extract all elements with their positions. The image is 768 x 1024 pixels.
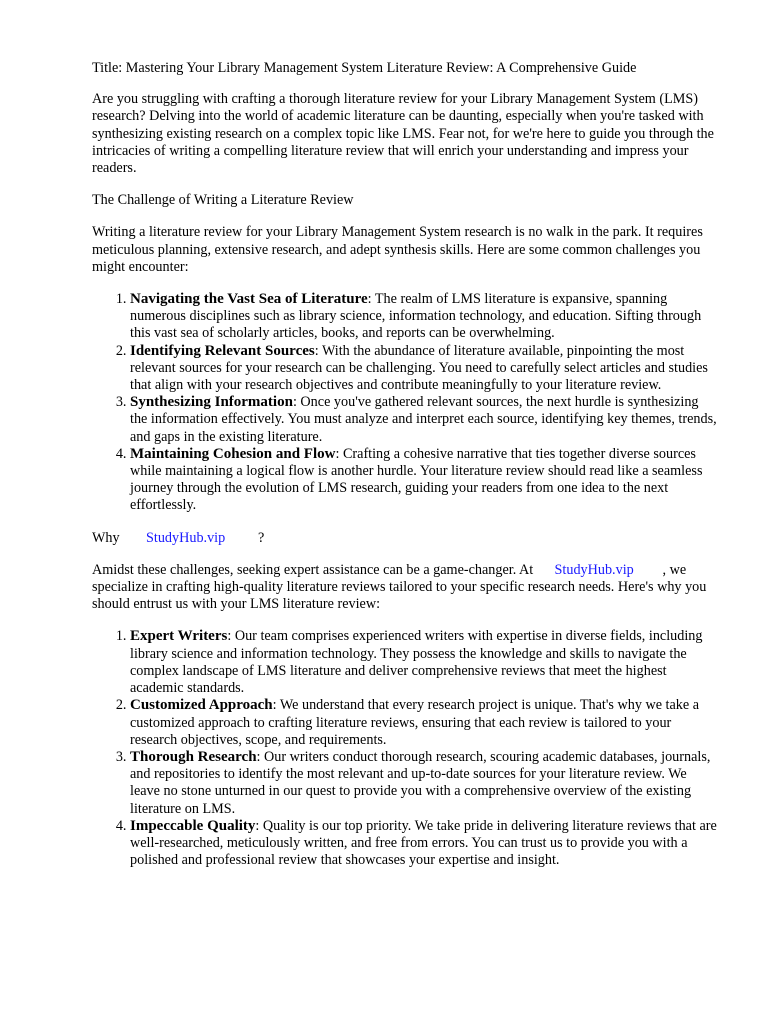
challenges-list bbox=[92, 291, 718, 515]
document-title: Title: Mastering Your Library Management System Literature Review: A Comprehensive Guide bbox=[92, 60, 637, 76]
list-item-heading: Navigating the Vast Sea of Literature bbox=[130, 291, 368, 308]
list-item-body: : Our writers conduct thorough research, scouring academic databases, journals, and repositories to identify the most relevant and up-to-date sources for your literature review. We leave no stone unturned in our quest to provide you with a comprehensive overview of the existing literature on LMS. bbox=[130, 748, 711, 817]
list-item bbox=[130, 749, 718, 818]
list-item-heading: Synthesizing Information bbox=[130, 394, 293, 411]
amidst-text-before: Amidst these challenges, seeking expert assistance can be a game-changer. At bbox=[92, 561, 534, 578]
list-item bbox=[130, 818, 718, 870]
list-item-heading: Customized Approach bbox=[130, 697, 273, 714]
list-item-heading: Maintaining Cohesion and Flow bbox=[130, 445, 336, 462]
list-item-heading: Identifying Relevant Sources bbox=[130, 342, 315, 359]
list-item-body: : With the abundance of literature available, pinpointing the most relevant sources for your research can be challenging. You need to carefully select articles and studies that align with your research objectives and contribute meaningfully to your literature review. bbox=[130, 342, 708, 394]
why-suffix: ? bbox=[258, 529, 265, 546]
intro-paragraph: Are you struggling with crafting a thorough literature review for your Library Management System (LMS) research? Delving into the world of academic literature can be daunting, especially when you're tasked with synthesizing existing research on a complex topic like LMS. Fear not, for we're here to guide you through the intricacies of writing a compelling literature review that will enrich your understanding and impress your readers. bbox=[92, 91, 714, 177]
list-item bbox=[130, 291, 718, 343]
studyhub-link[interactable]: StudyHub.vip bbox=[554, 561, 634, 578]
why-heading bbox=[92, 530, 718, 547]
list-item bbox=[130, 343, 718, 395]
list-item-body: : The realm of LMS literature is expansive, spanning numerous disciplines such as library science, information technology, and education. Sifting through this vast sea of scholarly articles, books, and reports can be overwhelming. bbox=[130, 291, 702, 342]
list-item-body: : Quality is our top priority. We take pride in delivering literature reviews that are well-researched, meticulously written, and free from errors. You can trust us to provide you with a polished and professional review that showcases your expertise and insight. bbox=[130, 817, 717, 869]
list-item-body: : Crafting a cohesive narrative that ties together diverse sources while maintaining a logical flow is another hurdle. Your literature review should read like a seamless journey through the evolution of LMS research, guiding your readers from one idea to the next effortlessly. bbox=[130, 445, 703, 514]
list-item-heading: Expert Writers bbox=[130, 628, 228, 645]
challenge-heading: The Challenge of Writing a Literature Review bbox=[92, 192, 354, 209]
list-item-heading: Thorough Research bbox=[130, 748, 257, 765]
reasons-list bbox=[92, 628, 718, 869]
list-item bbox=[130, 394, 718, 446]
amidst-text-after: , we specialize in crafting high-quality literature reviews tailored to your specific research needs. Here's why you should entrust us with your LMS literature review: bbox=[92, 561, 707, 613]
amidst-paragraph bbox=[92, 562, 718, 614]
list-item-body: : Once you've gathered relevant sources, the next hurdle is synthesizing the information effectively. You must analyze and interpret each source, identifying key themes, trends, and gaps in the existing literature. bbox=[130, 394, 717, 445]
challenge-intro-paragraph: Writing a literature review for your Library Management System research is no walk in the park. It requires meticulous planning, extensive research, and adept synthesis skills. Here are some common challenges you might encounter: bbox=[92, 224, 703, 275]
list-item bbox=[130, 628, 718, 697]
studyhub-link[interactable]: StudyHub.vip bbox=[146, 529, 226, 546]
list-item bbox=[130, 446, 718, 515]
list-item-body: : We understand that every research project is unique. That's why we take a customized approach to crafting literature reviews, ensuring that each review is tailored to your research objectives, scope, and requirements. bbox=[130, 697, 700, 748]
list-item bbox=[130, 697, 718, 749]
list-item-body: : Our team comprises experienced writers with expertise in diverse fields, including library science and information technology. They possess the knowledge and skills to navigate the complex landscape of LMS literature and deliver comprehensive reviews that meet the highest academic standards. bbox=[130, 628, 703, 697]
why-prefix: Why bbox=[92, 529, 120, 546]
list-item-heading: Impeccable Quality bbox=[130, 817, 256, 834]
